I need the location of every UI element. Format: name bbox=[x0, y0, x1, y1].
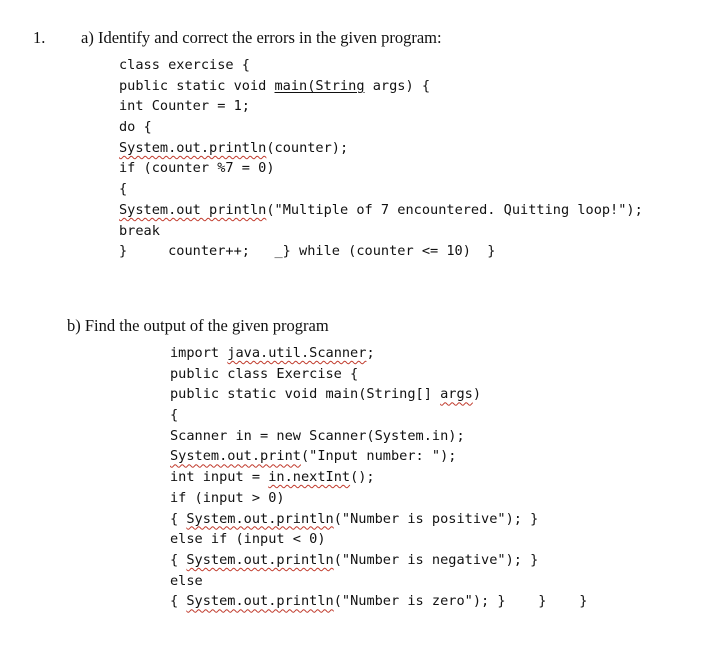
code-line: public class Exercise { bbox=[170, 365, 359, 382]
code-line: if (counter %7 = 0) bbox=[119, 160, 275, 177]
code-line: break bbox=[119, 222, 160, 239]
code-line: class exercise { bbox=[119, 57, 250, 73]
code-line: import java.util.Scanner; bbox=[170, 345, 375, 361]
part-a-code-block bbox=[119, 55, 643, 262]
code-line: do { bbox=[119, 119, 152, 136]
code-line: { System.out.println("Number is positive"); } bbox=[170, 510, 539, 527]
code-line: { bbox=[170, 407, 179, 424]
code-line: if (input > 0) bbox=[170, 489, 285, 506]
part-b-heading: b) Find the output of the given program bbox=[67, 316, 329, 335]
code-line: { System.out.println("Number is zero"); } } } bbox=[170, 593, 588, 610]
code-line: int Counter = 1; bbox=[119, 98, 250, 115]
question-number: 1. bbox=[33, 28, 46, 47]
code-line: else if (input < 0) bbox=[170, 531, 326, 548]
code-line: else bbox=[170, 572, 203, 589]
code-line: System.out.println(counter); bbox=[119, 139, 349, 156]
code-line: public static void main(String[] args) bbox=[170, 386, 482, 403]
code-line: int input = in.nextInt(); bbox=[170, 469, 375, 486]
code-line: System.out println("Multiple of 7 encountered. Quitting loop!"); bbox=[119, 201, 643, 218]
part-b-code-block bbox=[170, 343, 587, 612]
code-line: System.out.print("Input number: "); bbox=[170, 448, 457, 465]
code-line: { bbox=[119, 181, 128, 198]
code-line: public static void main(String args) { bbox=[119, 77, 431, 94]
code-line: Scanner in = new Scanner(System.in); bbox=[170, 427, 465, 444]
code-line: } counter++; _} while (counter <= 10) } bbox=[119, 243, 496, 260]
code-line: { System.out.println("Number is negative"); } bbox=[170, 551, 539, 568]
part-a-heading: a) Identify and correct the errors in the given program: bbox=[81, 28, 442, 47]
